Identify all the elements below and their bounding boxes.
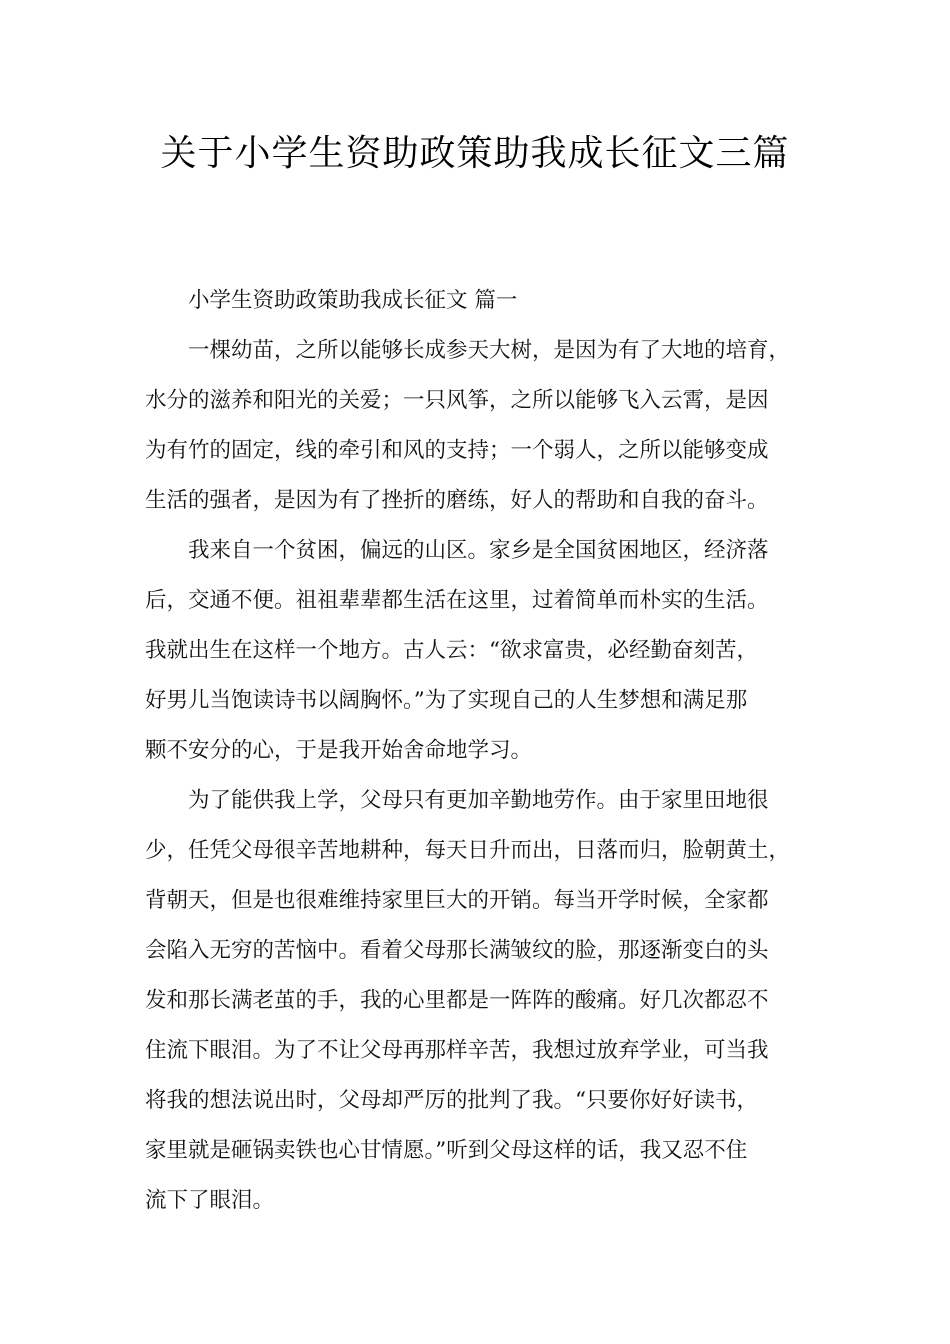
section-heading bbox=[145, 276, 835, 326]
paragraph-line: 发和那长满老茧的手，我的心里都是一阵阵的酸痛。好几次都忍不 bbox=[145, 988, 769, 1013]
paragraph-line: 背朝天，但是也很难维持家里巨大的开销。每当开学时候，全家都 bbox=[145, 888, 769, 913]
page-title: 关于小学生资助政策助我成长征文三篇 bbox=[160, 133, 790, 174]
paragraph-line: 会陷入无穷的苦恼中。看着父母那长满皱纹的脸，那逐渐变白的头 bbox=[145, 938, 769, 963]
paragraph-line: 将我的想法说出时，父母却严厉的批判了我。“只要你好好读书， bbox=[145, 1088, 758, 1113]
paragraph-line: 我来自一个贫困，偏远的山区。家乡是全国贫困地区，经济落 bbox=[188, 538, 769, 563]
paragraph-line: 生活的强者，是因为有了挫折的磨练，好人的帮助和自我的奋斗。 bbox=[145, 488, 769, 513]
document-body bbox=[145, 276, 835, 1226]
section-heading-text: 小学生资助政策助我成长征文 篇一 bbox=[188, 288, 518, 313]
paragraph-line: 颗不安分的心，于是我开始舍命地学习。 bbox=[145, 738, 533, 763]
paragraph-2 bbox=[145, 526, 835, 776]
paragraph-line: 为了能供我上学，父母只有更加辛勤地劳作。由于家里田地很 bbox=[188, 788, 769, 813]
paragraph-line: 流下了眼泪。 bbox=[145, 1188, 275, 1213]
paragraph-line: 好男儿当饱读诗书以阔胸怀。”为了实现自己的人生梦想和满足那 bbox=[145, 688, 748, 713]
paragraph-line: 我就出生在这样一个地方。古人云：“欲求富贵，必经勤奋刻苦， bbox=[145, 638, 758, 663]
paragraph-line: 为有竹的固定，线的牵引和风的支持；一个弱人，之所以能够变成 bbox=[145, 438, 769, 463]
paragraph-1 bbox=[145, 326, 835, 526]
paragraph-line: 水分的滋养和阳光的关爱；一只风筝，之所以能够飞入云霄，是因 bbox=[145, 388, 769, 413]
paragraph-line: 家里就是砸锅卖铁也心甘情愿。”听到父母这样的话，我又忍不住 bbox=[145, 1138, 748, 1163]
paragraph-line: 少，任凭父母很辛苦地耕种，每天日升而出，日落而归，脸朝黄土， bbox=[145, 838, 791, 863]
paragraph-line: 住流下眼泪。为了不让父母再那样辛苦，我想过放弃学业，可当我 bbox=[145, 1038, 769, 1063]
paragraph-line: 一棵幼苗，之所以能够长成参天大树，是因为有了大地的培育， bbox=[188, 338, 791, 363]
paragraph-line: 后，交通不便。祖祖辈辈都生活在这里，过着简单而朴实的生活。 bbox=[145, 588, 769, 613]
paragraph-3 bbox=[145, 776, 835, 1226]
